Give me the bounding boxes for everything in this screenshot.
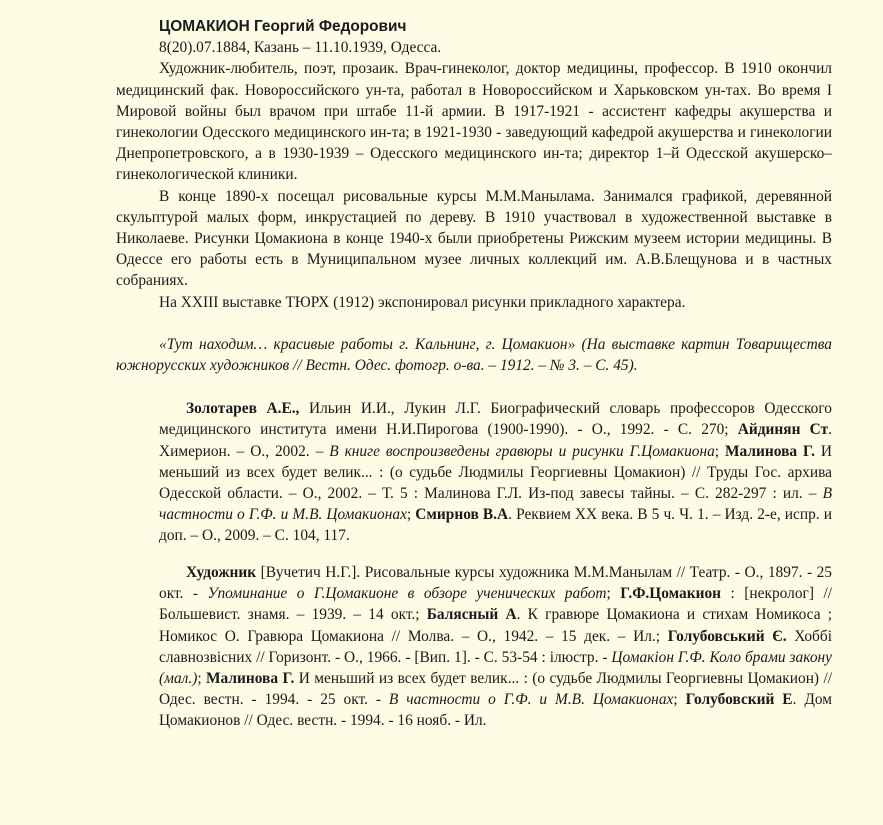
bib-text: ; <box>406 506 416 524</box>
bib-author: Голубовський Є. <box>667 627 787 645</box>
bib-note: В частности о Г.Ф. и М.В. Цомакионах <box>159 485 832 524</box>
bib-text: И меньший из всех будет велик... : (о судьбе Людмилы Георгиевны Цомакион) // Труды Гос. архива Одесской области. – О., 2002. – Т. 5 : Малинова Г.Л. Из-под завесы тайны. – С. 282-297 : ил. – <box>159 442 833 503</box>
bib-author: Айдинян Ст <box>737 421 829 439</box>
bib-text: И меньший из всех будет велик... : (о судьбе Людмилы Георгиевны Цомакион) // Одес. вестн. - 1994. - 25 окт. - <box>159 670 833 709</box>
bib-author: Малинова Г. <box>206 670 295 688</box>
bib-author: Художник <box>186 564 257 582</box>
bib-text: : [некролог] // Большевист. знамя. – 1939. – 14 окт.; <box>159 585 833 624</box>
bib-text: . Реквием ХХ века. В 5 ч. Ч. 1. – Изд. 2-е, испр. и доп. – О., 2009. – С. 104, 117. <box>159 506 832 545</box>
bib-author: Малинова Г. <box>725 442 815 460</box>
quote-text: «Тут находим… красивые работы г. Кальнинг, г. Цомакион» (На выставке картин Товарищества южнорусских художников // Вестн. Одес. фотогр. о-ва. – 1912. – № 3. – С. 45). <box>116 335 832 375</box>
life-dates: 8(20).07.1884, Казань – 11.10.1939, Одесса. <box>159 39 442 57</box>
bib-text: ; <box>673 691 686 709</box>
bib-text: ; <box>714 442 726 460</box>
bib-text: Ильин И.И., Лукин Л.Г. Биографический словарь профессоров Одесского медицинского института имени Н.И.Пирогова (1900-1990). - О., 1992. - С. 270; <box>159 400 832 439</box>
bib-author: Г.Ф.Цомакион <box>620 585 722 603</box>
bib-author: Золотарев А.Е., <box>186 400 300 418</box>
bib-note: Цомакіон Г.Ф. Коло брами закону (мал.) <box>159 648 832 688</box>
bib-note: В частности о Г.Ф. и М.В. Цомакионах <box>388 691 674 709</box>
bib-note: В книге воспроизведены гравюры и рисунки Г.Цомакиона <box>329 442 715 460</box>
bibliography-literature <box>159 398 832 546</box>
biography-paragraph-2: В конце 1890-х посещал рисовальные курсы М.М.Манылама. Занимался графикой, деревянной скульптурой малых форм, инкрустацией по дереву. В 1910 участвовал в художественной выставке в Николаеве. Рисунки Цомакиона в конце 1940-х были приобретены Рижским музеем истории медицины. В Одессе его работы есть в Муниципальном музее личных коллекций им. А.В.Блещунова и в частных собраниях. <box>116 187 832 290</box>
biography-paragraph-3: На XXIII выставке ТЮРХ (1912) экспонировал рисунки прикладного характера. <box>159 293 686 311</box>
bib-text: ; <box>197 670 207 688</box>
bib-author: Балясный А <box>426 606 517 624</box>
press-quote <box>116 334 832 376</box>
bib-author: Смирнов В.А <box>415 506 509 524</box>
bib-text: . К гравюре Цомакиона и стихам Номикоса ; Номикос О. Гравюра Цомакиона // Молва. – О., 1942. – 15 дек. – Ил.; <box>159 606 833 645</box>
document-page <box>116 16 832 747</box>
person-name: ЦОМАКИОН Георгий Федорович <box>159 18 407 35</box>
bib-text: . Химерион. – О., 2002. – <box>159 421 832 460</box>
bib-author: Голубовский Е <box>685 691 793 709</box>
biography-paragraph-1: Художник-любитель, поэт, прозаик. Врач-гинеколог, доктор медицины, профессор. В 1910 окончил медицинский фак. Новороссийского ун-та, работал в Новороссийском и Харьковском ун-тах. Во время I Мировой войны был врачом при штабе 11-й армии. В 1917-1921 - ассистент кафедры акушерства и гинекологии Одесского медицинского ин-та; в 1921-1930 - заведующий кафедрой акушерства и гинекологии Днепропетровского, а в 1930-1939 – Одесского медицинского ин-та; директор 1–й Одесской акушерско–гинекологической клиники. <box>116 60 832 184</box>
bib-text: ; <box>606 585 621 603</box>
bib-note: Упоминание о Г.Цомакионе в обзоре ученических работ <box>207 585 607 603</box>
bib-text: Хоббі славнозвісних // Горизонт. - О., 1966. - [Вип. 1]. - С. 53-54 : ілюстр. - <box>159 627 832 666</box>
bib-text: . Дом Цомакионов // Одес. вестн. - 1994. - 16 нояб. - Ил. <box>159 691 832 730</box>
bibliography-press <box>159 562 832 732</box>
bib-text: [Вучетич Н.Г.]. Рисовальные курсы художника М.М.Манылам // Театр. - О., 1897. - 25 окт. - <box>159 564 832 603</box>
